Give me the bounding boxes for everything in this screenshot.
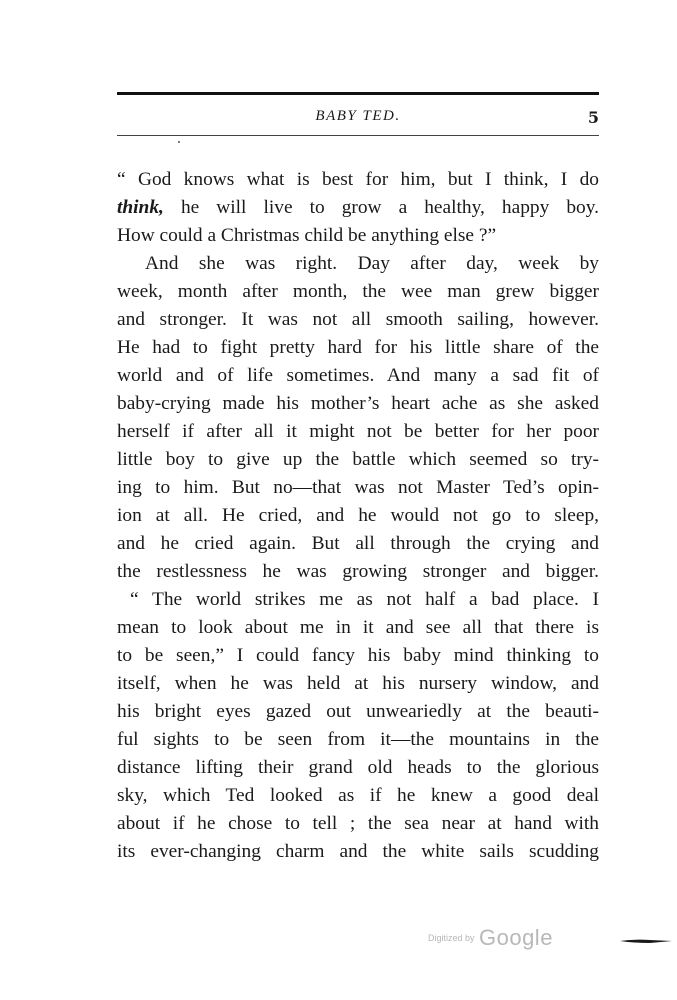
running-header bbox=[117, 108, 599, 132]
page-number: 5 bbox=[587, 108, 599, 127]
body-line: “ God knows what is best for him, but I think, I do bbox=[117, 169, 599, 190]
digitized-watermark bbox=[428, 925, 553, 951]
body-line: And she was right. Day after day, week by bbox=[145, 253, 599, 274]
body-line: He had to fight pretty hard for his little share of the bbox=[117, 337, 599, 358]
running-title: BABY TED. bbox=[315, 108, 401, 124]
body-line: little boy to give up the battle which seemed so try- bbox=[117, 449, 599, 470]
watermark-prefix: Digitized by bbox=[428, 933, 475, 943]
body-line: and stronger. It was not all smooth sailing, however. bbox=[117, 309, 599, 330]
body-line: ion at all. He cried, and he would not go to sleep, bbox=[117, 505, 599, 526]
body-line-rest: he will live to grow a healthy, happy boy. bbox=[180, 197, 599, 218]
body-line: its ever-changing charm and the white sails scudding bbox=[117, 841, 599, 862]
body-line: about if he chose to tell ; the sea near at hand with bbox=[117, 813, 599, 834]
body-line: and he cried again. But all through the crying and bbox=[117, 533, 599, 554]
emphasized-word: think, bbox=[117, 197, 164, 218]
body-line: sky, which Ted looked as if he knew a good deal bbox=[117, 785, 599, 806]
body-line bbox=[117, 194, 599, 222]
body-line: itself, when he was held at his nursery window, and bbox=[117, 673, 599, 694]
top-rule bbox=[117, 92, 599, 95]
header-rule bbox=[117, 135, 599, 136]
body-line: ful sights to be seen from it—the mountains in the bbox=[117, 729, 599, 750]
ink-speck bbox=[178, 141, 180, 143]
watermark-brand: Google bbox=[478, 925, 553, 950]
body-line: ing to him. But no—that was not Master Ted’s opin- bbox=[117, 477, 599, 498]
body-line: distance lifting their grand old heads to the glorious bbox=[117, 757, 599, 778]
body-line: the restlessness he was growing stronger and bigger. bbox=[117, 561, 599, 582]
body-line: world and of life sometimes. And many a sad fit of bbox=[117, 365, 599, 386]
body-line: herself if after all it might not be better for her poor bbox=[117, 421, 599, 442]
body-line: “ The world strikes me as not half a bad place. I bbox=[130, 589, 599, 610]
body-line: week, month after month, the wee man grew bigger bbox=[117, 281, 599, 302]
body-line: mean to look about me in it and see all that there is bbox=[117, 617, 599, 638]
body-line: baby-crying made his mother’s heart ache as she asked bbox=[117, 393, 599, 414]
body-line: to be seen,” I could fancy his baby mind thinking to bbox=[117, 645, 599, 666]
body-line: How could a Christmas child be anything else ?” bbox=[117, 225, 497, 246]
page-edge-mark bbox=[620, 938, 672, 944]
body-line: his bright eyes gazed out unweariedly at the beauti- bbox=[117, 701, 599, 722]
